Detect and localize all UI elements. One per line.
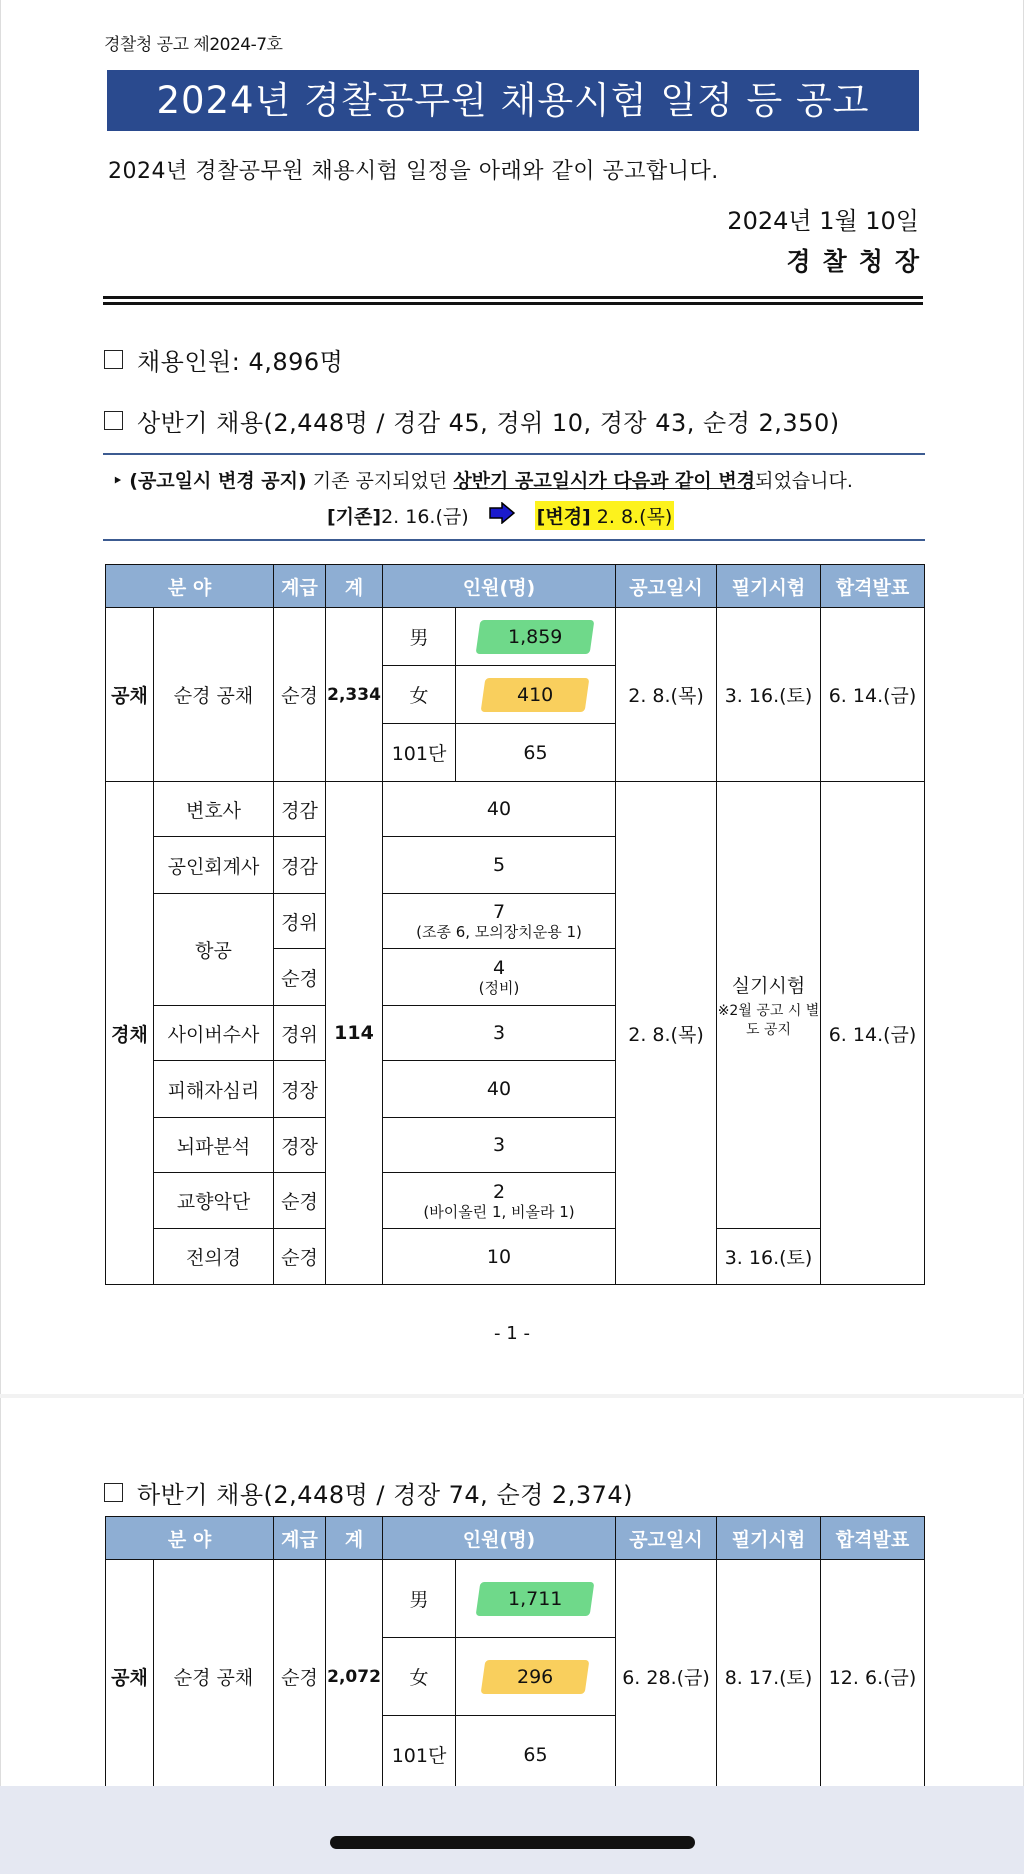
- result-cell: 12. 6.(금): [821, 1560, 925, 1794]
- header-rank: 계급: [274, 565, 326, 608]
- change-notice-text: 기존 공지되었던: [306, 470, 454, 492]
- sum-cell: 2,334: [326, 608, 383, 782]
- schedule-table-second-half: [105, 1516, 925, 1794]
- female-count: 296: [517, 1665, 554, 1688]
- field-cell: 항공: [154, 894, 274, 1006]
- section-first-half: [104, 403, 840, 438]
- practical-exam-note: ※2월 공고 시 별도 공지: [717, 1002, 820, 1038]
- field-cell: 순경 공채: [154, 1560, 274, 1794]
- count-cell: 3: [383, 1118, 616, 1173]
- count-value: 2: [492, 1180, 506, 1203]
- rank-cell: 경감: [274, 837, 326, 894]
- schedule-table-first-half: [105, 564, 925, 1285]
- notice-date-cell: 2. 8.(목): [616, 782, 717, 1285]
- gender-label: 女: [383, 666, 456, 724]
- header-result: 합격발표: [821, 1517, 925, 1560]
- header-field: 분 야: [106, 1517, 274, 1560]
- change-notice-text-end: 되었습니다.: [755, 470, 853, 492]
- field-cell: 변호사: [154, 782, 274, 837]
- result-cell: 6. 14.(금): [821, 782, 925, 1285]
- rank-cell: 경감: [274, 782, 326, 837]
- highlight-marker: [476, 1582, 595, 1616]
- rank-cell: 순경: [274, 1229, 326, 1285]
- notice-date-cell: 6. 28.(금): [616, 1560, 717, 1794]
- right-arrow-icon: [489, 502, 515, 529]
- field-cell: 전의경: [154, 1229, 274, 1285]
- table-row: [106, 782, 925, 837]
- field-cell: 순경 공채: [154, 608, 274, 782]
- home-indicator[interactable]: [330, 1836, 695, 1849]
- new-value: 2. 8.(목): [590, 506, 673, 528]
- male-count: 1,711: [508, 1587, 563, 1610]
- section-total-text: 채용인원: 4,896명: [137, 348, 344, 376]
- section-second-half-text: 하반기 채용(2,448명 / 경장 74, 순경 2,374): [137, 1481, 634, 1509]
- written-exam-cell: 3. 16.(토): [717, 1229, 821, 1285]
- header-result: 합격발표: [821, 565, 925, 608]
- unit-count: 65: [456, 724, 616, 782]
- count-detail: (조종 6, 모의장치운용 1): [416, 923, 582, 941]
- page-number: - 1 -: [494, 1323, 530, 1344]
- field-cell: 사이버수사: [154, 1006, 274, 1061]
- old-label: [기존]: [327, 506, 382, 528]
- group-career: 경채: [106, 782, 154, 1285]
- sum-cell: 2,072: [326, 1560, 383, 1794]
- unit-label: 101단: [383, 1716, 456, 1794]
- rank-cell: 순경: [274, 1173, 326, 1229]
- highlight-marker: [481, 1660, 590, 1694]
- table-row: [106, 608, 925, 666]
- header-count: 인원(명): [383, 565, 616, 608]
- count-cell: [383, 894, 616, 949]
- divider: [103, 302, 923, 305]
- field-cell: 뇌파분석: [154, 1118, 274, 1173]
- new-label: [변경]: [536, 506, 591, 528]
- rank-cell: 순경: [274, 1560, 326, 1794]
- divider: [103, 296, 923, 299]
- highlight-marker: [481, 678, 590, 712]
- unit-count: 65: [456, 1716, 616, 1794]
- change-detail-line: [327, 501, 674, 530]
- new-schedule-highlight: [535, 501, 675, 530]
- male-count: 1,859: [508, 625, 563, 648]
- count-cell: [456, 1638, 616, 1716]
- rank-cell: 순경: [274, 949, 326, 1006]
- rank-cell: 경장: [274, 1118, 326, 1173]
- header-count: 인원(명): [383, 1517, 616, 1560]
- count-detail: (바이올린 1, 비올라 1): [423, 1202, 575, 1221]
- rank-cell: 순경: [274, 608, 326, 782]
- table-header-row: [106, 565, 925, 608]
- count-cell: [456, 608, 616, 666]
- issuer: 경찰청장: [786, 247, 931, 276]
- header-field: 분 야: [106, 565, 274, 608]
- count-cell: [456, 1560, 616, 1638]
- notice-number: 경찰청 공고 제2024-7호: [104, 35, 283, 55]
- count-cell: [383, 1173, 616, 1229]
- sum-cell: 114: [326, 782, 383, 1285]
- practical-exam-label: 실기시험: [731, 974, 806, 997]
- header-sum: 계: [326, 565, 383, 608]
- header-rank: 계급: [274, 1517, 326, 1560]
- section-second-half: [104, 1475, 633, 1510]
- change-notice-emphasis: 상반기 공고일시가 다음과 같이 변경: [453, 470, 756, 492]
- count-cell: [383, 949, 616, 1006]
- count-cell: 5: [383, 837, 616, 894]
- count-value: 4: [492, 957, 506, 979]
- divider: [103, 539, 925, 541]
- checkbox-square-icon: [104, 411, 123, 430]
- notice-date: 2024년 1월 10일: [727, 207, 919, 235]
- header-notice-date: 공고일시: [616, 1517, 717, 1560]
- count-cell: 3: [383, 1006, 616, 1061]
- female-count: 410: [517, 683, 554, 706]
- checkbox-square-icon: [104, 350, 123, 369]
- field-cell: 교향악단: [154, 1173, 274, 1229]
- field-cell: 피해자심리: [154, 1061, 274, 1118]
- practical-exam-cell: [717, 782, 821, 1229]
- old-value: 2. 16.(금): [381, 506, 469, 528]
- section-total: [104, 342, 343, 377]
- table-row: [106, 1560, 925, 1638]
- header-sum: 계: [326, 1517, 383, 1560]
- rank-cell: 경위: [274, 1006, 326, 1061]
- header-notice-date: 공고일시: [616, 565, 717, 608]
- unit-label: 101단: [383, 724, 456, 782]
- change-notice-line: [112, 466, 853, 493]
- table-header-row: [106, 1517, 925, 1560]
- table-row: [106, 1229, 925, 1285]
- title-banner: 2024년 경찰공무원 채용시험 일정 등 공고: [107, 70, 919, 131]
- count-cell: [456, 666, 616, 724]
- bullet-icon: ‣: [112, 470, 124, 492]
- count-detail: (정비): [478, 979, 520, 997]
- header-written-exam: 필기시험: [717, 565, 821, 608]
- header-written-exam: 필기시험: [717, 1517, 821, 1560]
- gender-label: 男: [383, 608, 456, 666]
- result-cell: 6. 14.(금): [821, 608, 925, 782]
- rank-cell: 경장: [274, 1061, 326, 1118]
- change-notice-label: (공고일시 변경 공지): [129, 470, 307, 492]
- section-first-half-text: 상반기 채용(2,448명 / 경감 45, 경위 10, 경장 43, 순경 2,350): [137, 409, 840, 437]
- intro-text: 2024년 경찰공무원 채용시험 일정을 아래와 같이 공고합니다.: [108, 159, 719, 184]
- divider: [103, 453, 925, 455]
- written-exam-cell: 3. 16.(토): [717, 608, 821, 782]
- written-exam-cell: 8. 17.(토): [717, 1560, 821, 1794]
- bottom-toolbar: [0, 1786, 1024, 1874]
- rank-cell: 경위: [274, 894, 326, 949]
- field-cell: 공인회계사: [154, 837, 274, 894]
- count-cell: 10: [383, 1229, 616, 1285]
- group-open: 공채: [106, 608, 154, 782]
- gender-label: 男: [383, 1560, 456, 1638]
- group-open: 공채: [106, 1560, 154, 1794]
- checkbox-square-icon: [104, 1483, 123, 1502]
- highlight-marker: [476, 620, 595, 654]
- notice-date-cell: 2. 8.(목): [616, 608, 717, 782]
- count-cell: 40: [383, 782, 616, 837]
- gender-label: 女: [383, 1638, 456, 1716]
- count-cell: 40: [383, 1061, 616, 1118]
- count-value: 7: [492, 901, 506, 923]
